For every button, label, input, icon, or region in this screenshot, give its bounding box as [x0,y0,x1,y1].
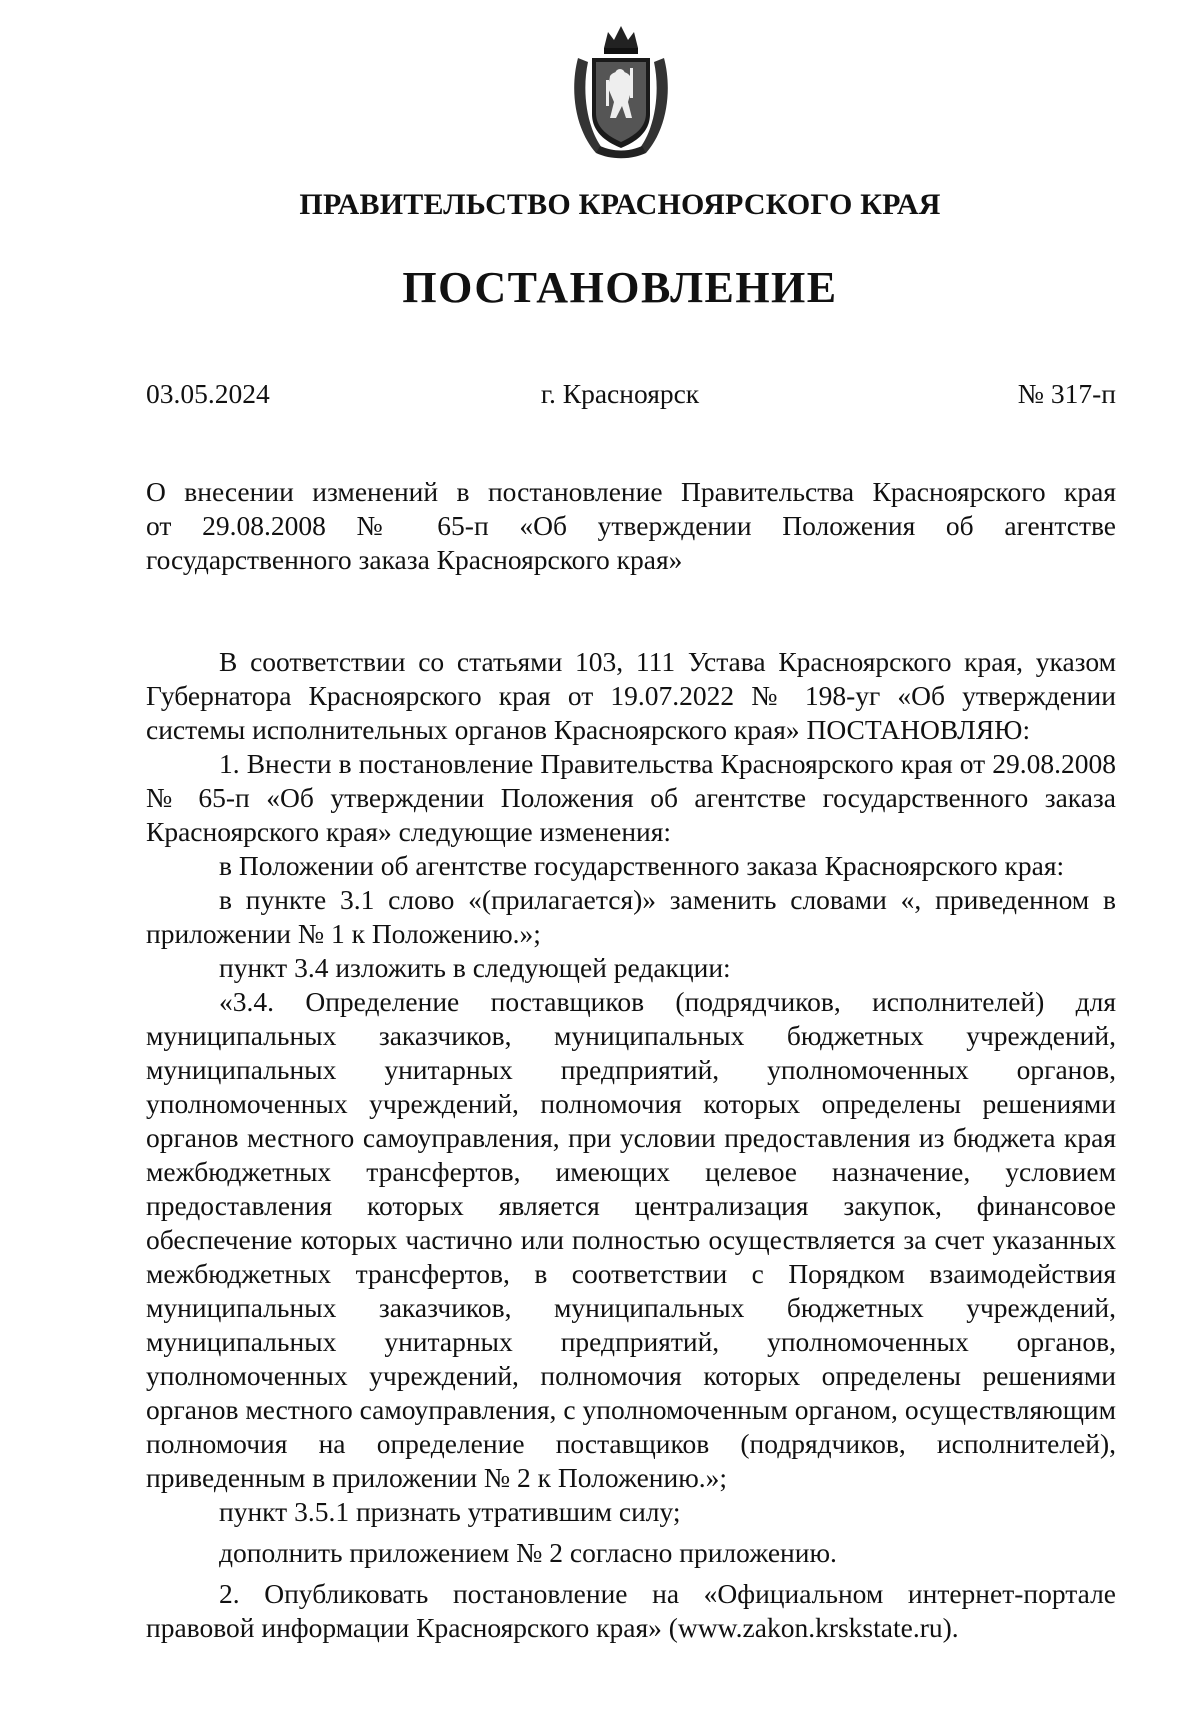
document-number: № 317-п [1017,378,1116,409]
subject-line-1: О внесении изменений в постановление Правительства Красноярского края [146,476,1116,507]
paragraph-clause-3-5-1: пункт 3.5.1 признать утратившим силу; [219,1496,681,1527]
document-type-title: ПОСТАНОВЛЕНИЕ [402,263,838,312]
paragraph-regulation-changes: в Положении об агентстве государственного заказа Красноярского края: [219,850,1065,881]
document-date: 03.05.2024 [146,378,270,409]
paragraph-clause-3-4-intro: пункт 3.4 изложить в следующей редакции: [219,952,731,983]
document-body [146,645,1116,1645]
paragraph-item-2: 2. Опубликовать постановление на «Официальном интернет-портале правовой информации Красноярского края» (www.zakon.krskstate.ru). [146,1578,1116,1643]
subject-line-2: от 29.08.2008 № 65-п «Об утверждении Положения об агентстве [146,510,1116,541]
paragraph-item-1: 1. Внести в постановление Правительства Красноярского края от 29.08.2008 № 65-п «Об утверждении Положения об агентстве государственного заказа Красноярского края» следующие изменения: [146,748,1116,847]
coat-of-arms-icon [566,18,676,163]
paragraph-clause-3-4-text: «3.4. Определение поставщиков (подрядчиков, исполнителей) для муниципальных заказчиков, муниципальных бюджетных учреждений, муниципальных унитарных предприятий, уполномоченных органов, уполномоченных учреждений, полномочия которых определены решениями органов местного самоуправления, при условии предоставления из бюджета края межбюджетных трансфертов, имеющих целевое назначение, условием предоставления которых является централизация закупок, финансовое обеспечение которых частично или полностью осуществляется за счет указанных межбюджетных трансфертов, в соответствии с Порядком взаимодействия муниципальных заказчиков, муниципальных бюджетных учреждений, муниципальных унитарных предприятий, уполномоченных органов, уполномоченных учреждений, полномочия которых определены решениями органов местного самоуправления, с уполномоченным органом, осуществляющим полномочия на определение поставщиков (подрядчиков, исполнителей), приведенным в приложении № 2 к Положению.»; [146,986,1116,1493]
document-city: г. Красноярск [540,378,700,409]
paragraph-preamble: В соответствии со статьями 103, 111 Устава Красноярского края, указом Губернатора Красноярского края от 19.07.2022 № 198-уг «Об утверждении системы исполнительных органов Красноярского края» ПОСТАНОВЛЯЮ: [146,646,1116,745]
paragraph-clause-3-1: в пункте 3.1 слово «(прилагается)» заменить словами «, приведенном в приложении № 1 к Положению.»; [146,884,1116,949]
subject-line-3: государственного заказа Красноярского края» [146,544,683,575]
document-subject [146,475,1116,577]
paragraph-appendix-2: дополнить приложением № 2 согласно приложению. [219,1537,837,1568]
organization-name: ПРАВИТЕЛЬСТВО КРАСНОЯРСКОГО КРАЯ [299,188,941,221]
